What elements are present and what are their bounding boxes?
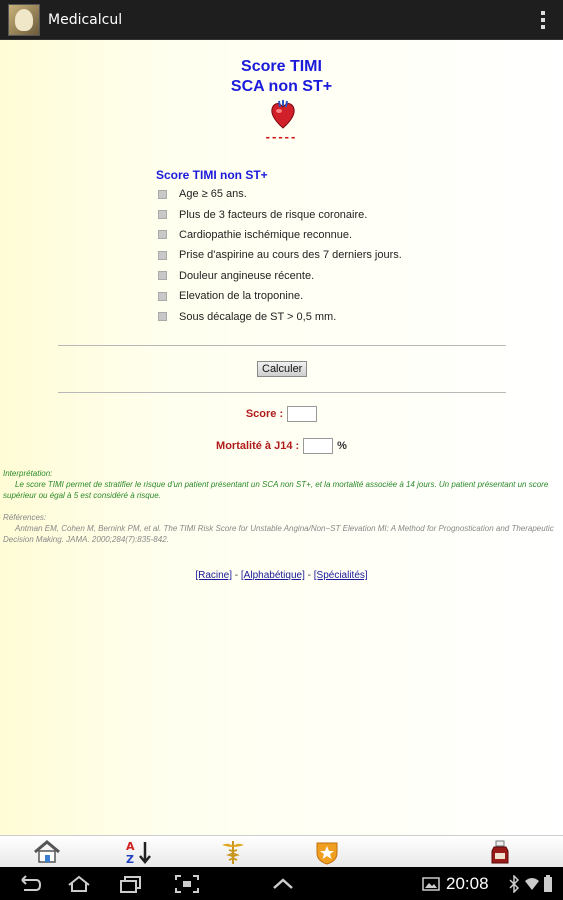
caduceus-icon[interactable] <box>218 839 248 865</box>
references-label: Références: <box>3 513 47 522</box>
checkbox[interactable] <box>158 210 167 219</box>
sort-az-icon[interactable] <box>124 839 154 865</box>
battery-icon <box>543 875 553 893</box>
recent-apps-icon[interactable] <box>118 875 144 893</box>
bluetooth-icon <box>508 875 520 893</box>
home-icon[interactable] <box>32 839 62 865</box>
link-specialites[interactable]: [Spécialités] <box>313 570 368 581</box>
calculate-button[interactable]: Calculer <box>257 361 307 377</box>
score-label: Score : <box>245 408 284 420</box>
bottom-toolbar <box>0 835 563 868</box>
score-field[interactable] <box>287 406 317 422</box>
checkbox[interactable] <box>158 312 167 321</box>
criterion-risk-factors[interactable] <box>156 204 402 224</box>
mortality-row <box>0 438 563 454</box>
criteria-list <box>156 184 402 327</box>
wifi-icon <box>524 875 540 893</box>
checkbox[interactable] <box>158 190 167 199</box>
app-title: Medicalcul <box>48 11 123 28</box>
criterion-label: Plus de 3 facteurs de risque coronaire. <box>179 208 368 221</box>
interpretation-label: Interprétation: <box>3 469 53 478</box>
app-logo-icon[interactable] <box>8 4 40 36</box>
interpretation-text: Le score TIMI permet de stratifier le risque d'un patient présentant un SCA non ST+, et la mortalité associée à 14 jours. Un patient présentant un score supérieur ou égal à 5 est considéré à risque. <box>3 480 549 500</box>
references-block <box>3 512 560 545</box>
back-icon[interactable] <box>16 875 42 893</box>
mortality-field[interactable] <box>303 438 333 454</box>
link-alphabetique[interactable]: [Alphabétique] <box>240 570 305 581</box>
divider <box>58 392 506 393</box>
screenshot-icon[interactable] <box>174 875 200 893</box>
link-separator: - <box>304 570 314 581</box>
chevron-up-icon[interactable] <box>270 875 296 893</box>
heart-icon <box>270 98 296 130</box>
score-row <box>0 406 563 422</box>
criterion-troponin[interactable] <box>156 286 402 306</box>
criterion-label: Douleur angineuse récente. <box>179 269 315 282</box>
action-bar <box>0 0 563 40</box>
criterion-aspirin[interactable] <box>156 245 402 265</box>
criterion-age[interactable] <box>156 184 402 204</box>
bottle-icon[interactable] <box>485 839 515 865</box>
criteria-section-title: Score TIMI non ST+ <box>156 168 268 182</box>
divider <box>58 345 506 346</box>
link-separator: - <box>232 570 241 581</box>
svg-text:A: A <box>126 840 135 853</box>
mortality-unit: % <box>337 440 347 452</box>
page-subtitle: SCA non ST+ <box>230 78 333 95</box>
checkbox[interactable] <box>158 292 167 301</box>
mortality-label: Mortalité à J14 : <box>216 440 300 452</box>
home-nav-icon[interactable] <box>66 875 92 893</box>
star-badge-icon[interactable] <box>312 839 342 865</box>
overflow-menu-icon[interactable] <box>541 11 545 29</box>
criterion-angina[interactable] <box>156 266 402 286</box>
criterion-ischemic[interactable] <box>156 225 402 245</box>
criterion-label: Elevation de la troponine. <box>179 290 304 303</box>
checkbox[interactable] <box>158 230 167 239</box>
references-text: Antman EM, Cohen M, Bernink PM, et al. The TIMI Risk Score for Unstable Angina/Non−ST Elevation MI: A Method for Prognostication and Therapeutic Decision Making. JAMA. 2000;284(7):835-842. <box>3 524 554 544</box>
page-title: Score TIMI <box>241 58 322 75</box>
interpretation-block <box>3 468 560 501</box>
checkbox[interactable] <box>158 271 167 280</box>
clock: 20:08 <box>446 874 489 893</box>
gallery-notification-icon <box>422 875 440 893</box>
title-divider: ----- <box>265 129 298 144</box>
link-racine[interactable]: [Racine] <box>195 570 233 581</box>
checkbox[interactable] <box>158 251 167 260</box>
svg-text:Z: Z <box>126 853 134 865</box>
criterion-label: Cardiopathie ischémique reconnue. <box>179 228 353 241</box>
criterion-label: Age ≥ 65 ans. <box>179 188 247 201</box>
criterion-label: Prise d'aspirine au cours des 7 derniers jours. <box>179 249 402 262</box>
criterion-st-depression[interactable] <box>156 306 402 326</box>
system-navigation-bar <box>0 867 563 900</box>
main-content <box>0 40 563 835</box>
criterion-label: Sous décalage de ST > 0,5 mm. <box>179 310 337 323</box>
nav-links <box>0 570 563 581</box>
